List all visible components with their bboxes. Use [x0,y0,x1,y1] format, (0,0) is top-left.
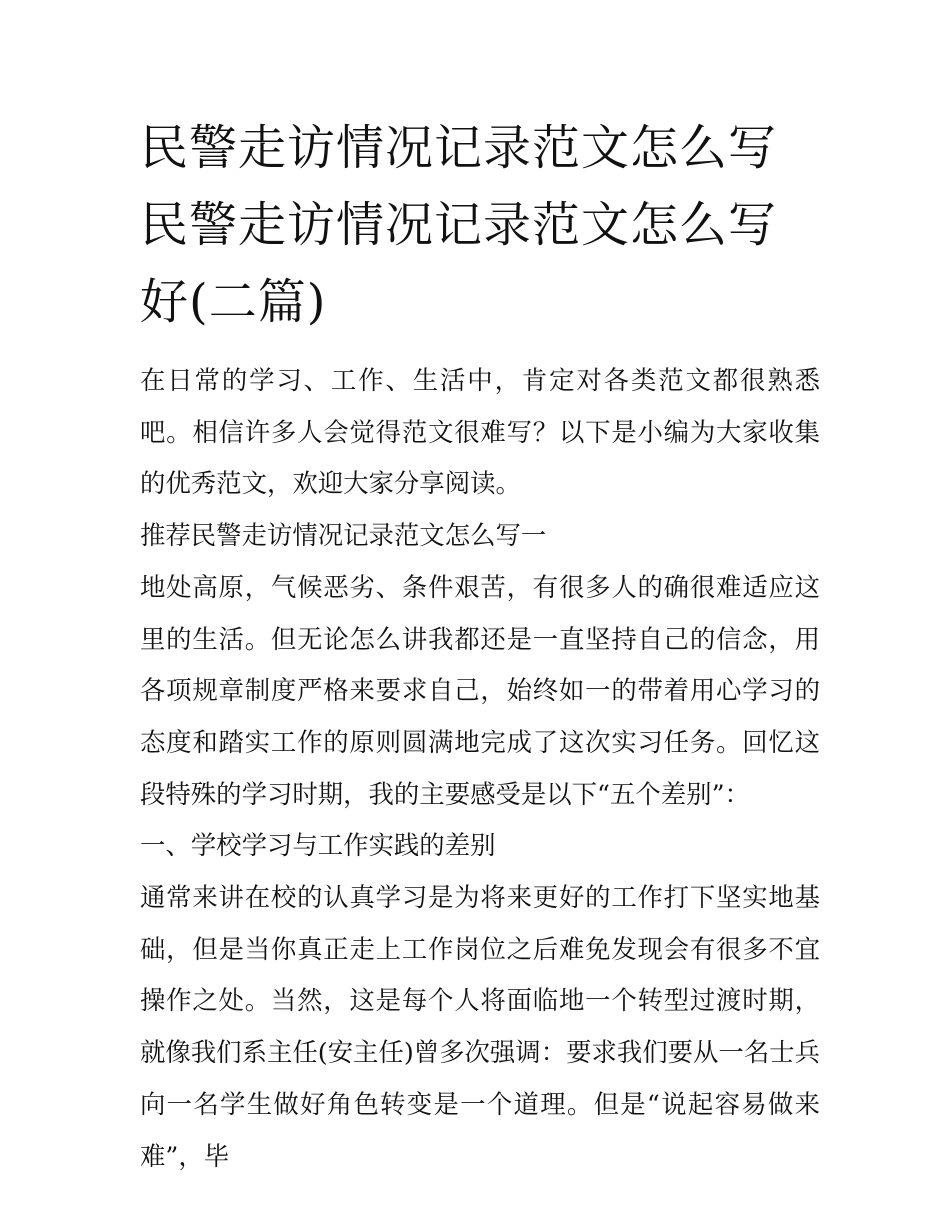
body-paragraph: 通常来讲在校的认真学习是为将来更好的工作打下坚实地基础，但是当你真正走上工作岗位之后难免发现会有很多不宜操作之处。当然，这是每个人将面临地一个转型过渡时期，就像我们系主任(安主任)曾多次强调：要求我们要从一名士兵向一名学生做好角色转变是一个道理。但是“说起容易做来难”，毕 [140,882,820,1171]
document-body [140,355,820,1182]
subheading: 一、学校学习与工作实践的差别 [140,830,496,861]
document-title [140,110,820,341]
intro-paragraph: 在日常的学习、工作、生活中，肯定对各类范文都很熟悉吧。相信许多人会觉得范文很难写？以下是小编为大家收集的优秀范文，欢迎大家分享阅读。 [140,365,820,499]
body-paragraph: 地处高原，气候恶劣、条件艰苦，有很多人的确很难适应这里的生活。但无论怎么讲我都还是一直坚持自己的信念，用各项规章制度严格来要求自己，始终如一的带着用心学习的态度和踏实工作的原则圆满地完成了这次实习任务。回忆这段特殊的学习时期，我的主要感受是以下“五个差别”： [140,571,820,809]
title-line: 民警走访情况记录范文怎么写 [140,120,778,176]
title-line: 好(二篇) [140,274,327,330]
title-line: 民警走访情况记录范文怎么写 [140,197,778,253]
section-title: 推荐民警走访情况记录范文怎么写一 [140,520,547,551]
